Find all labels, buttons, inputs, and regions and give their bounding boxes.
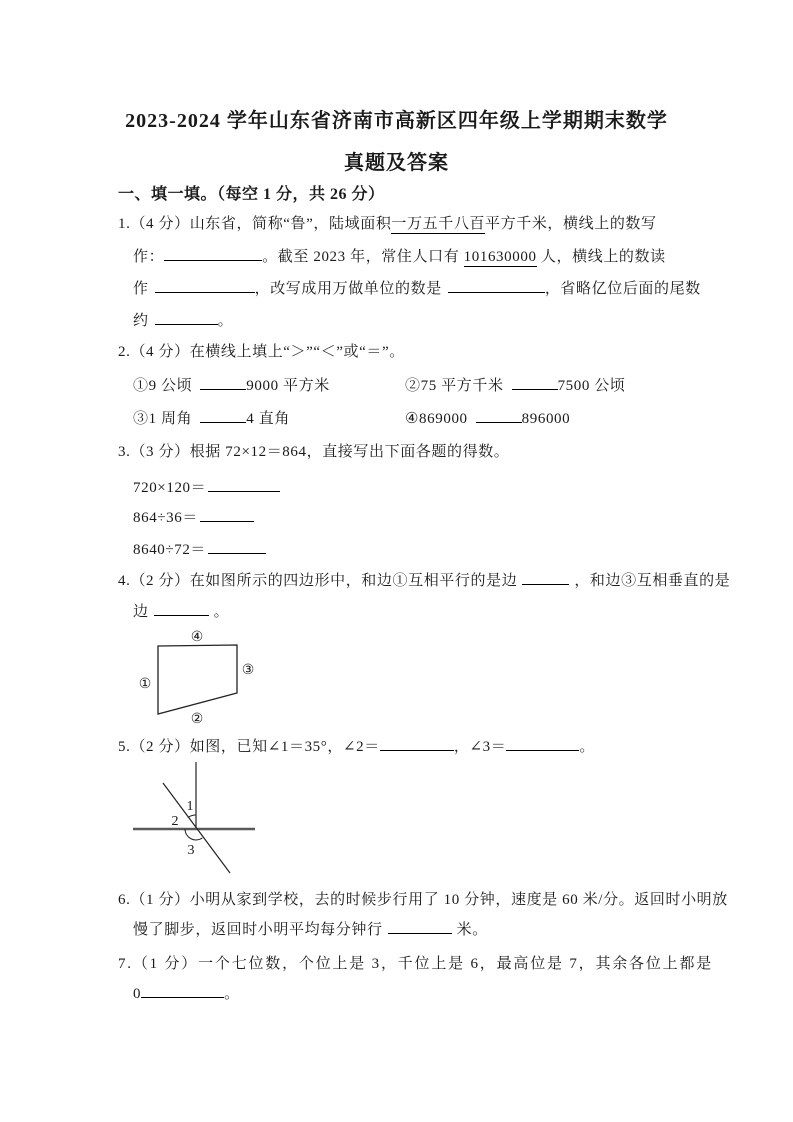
q7-line2 (133, 982, 240, 1005)
q6-text: 米。 (456, 922, 488, 938)
answer-blank-q3-1[interactable] (208, 476, 280, 492)
q2-item1 (133, 378, 330, 394)
q1-text: 1.（4 分）山东省，简称“鲁”，陆域面积 (118, 216, 392, 232)
q4-text: ，和边③互相垂直的是 (574, 573, 731, 589)
q2-item3-right: 4 直角 (246, 411, 290, 427)
quadrilateral-figure (120, 628, 270, 728)
angle-label-3: 3 (187, 843, 195, 858)
q6-line2 (133, 918, 488, 941)
side-label-1: ① (138, 677, 152, 692)
q1-text: 作 (133, 281, 149, 297)
q3-expression2: 864÷36＝ (133, 510, 198, 526)
answer-blank-q2-4[interactable] (476, 407, 522, 423)
q5-text: ，∠3＝ (453, 739, 507, 755)
page-title-line2: 真题及答案 (344, 152, 449, 174)
q2-item1-right: 9000 平方米 (246, 378, 330, 394)
q4-text: 4.（2 分）在如图所示的四边形中，和边①互相平行的是边 (118, 573, 518, 589)
answer-blank-q1-3[interactable] (448, 277, 545, 293)
q7-text: 0 (133, 986, 142, 1002)
q2-item4 (405, 407, 570, 430)
answer-blank-q3-2[interactable] (200, 506, 254, 522)
side-label-2: ② (190, 712, 204, 727)
q7-line1: 7.（1 分）一个七位数，个位上是 3，千位上是 6，最高位是 7，其余各位上都是 (118, 956, 714, 972)
q1-line4 (133, 309, 233, 332)
q3-expression1: 720×120＝ (133, 480, 207, 496)
answer-blank-q5-1[interactable] (380, 735, 454, 751)
answer-blank-q1-4[interactable] (155, 309, 218, 325)
answer-blank-q2-2[interactable] (512, 374, 558, 390)
page-title-line1: 2023-2024 学年山东省济南市高新区四年级上学期期末数学 (125, 110, 668, 132)
angle1-arc (188, 815, 196, 818)
q3-heading: 3.（3 分）根据 72×12＝864，直接写出下面各题的得数。 (118, 444, 510, 460)
answer-blank-q1-1[interactable] (164, 245, 262, 261)
q1-text: 。 (217, 313, 234, 329)
q6-line1: 6.（1 分）小明从家到学校，去的时候步行用了 10 分钟，速度是 60 米/分。返回时小明放 (118, 892, 728, 908)
q1-text: 约 (133, 313, 149, 329)
q4-text: 边 (133, 604, 149, 620)
q2-item3 (133, 411, 290, 427)
q1-given-underlined-population: 101630000 (463, 249, 537, 265)
q3-expression3: 8640÷72＝ (133, 542, 207, 558)
q5-text: 。 (579, 739, 595, 755)
answer-blank-q5-2[interactable] (506, 735, 579, 751)
q2-row2 (133, 407, 571, 430)
q7-text: 。 (224, 986, 240, 1002)
q1-text: 作： (133, 249, 165, 265)
q1-text: 人，横线上的数读 (536, 249, 666, 265)
q2-heading: 2.（4 分）在横线上填上“＞”“＜”或“＝”。 (118, 344, 405, 360)
answer-blank-q4-2[interactable] (154, 600, 209, 616)
quadrilateral-shape (158, 645, 237, 714)
angles-figure (130, 755, 270, 885)
answer-blank-q2-1[interactable] (200, 374, 246, 390)
answer-blank-q6-1[interactable] (388, 918, 452, 934)
q1-text: ，省略亿位后面的尾数 (544, 281, 701, 297)
q2-item1-left: ①9 公顷 (133, 378, 193, 394)
q5-text: 5.（2 分）如图，已知∠1＝35°，∠2＝ (118, 739, 380, 755)
answer-blank-q2-3[interactable] (200, 407, 246, 423)
angle-label-2: 2 (171, 814, 179, 829)
side-label-4: ④ (190, 630, 204, 645)
answer-blank-q1-2[interactable] (155, 277, 255, 293)
q3-row2 (133, 506, 254, 529)
q3-row1 (133, 476, 280, 499)
q2-item3-left: ③1 周角 (133, 411, 193, 427)
q4-line2 (133, 600, 229, 623)
q2-item2-left: ②75 平方千米 (405, 378, 504, 394)
q1-line3 (133, 277, 701, 300)
q1-text: ，改写成用万做单位的数是 (254, 281, 442, 297)
q1-text: 平方千米，横线上的数写 (485, 216, 657, 232)
answer-blank-q7-1[interactable] (141, 982, 224, 998)
q1-line1 (118, 213, 657, 235)
q3-row3 (133, 538, 266, 561)
q1-line2 (133, 245, 666, 268)
answer-blank-q3-3[interactable] (208, 538, 266, 554)
q2-item2 (405, 374, 626, 397)
q2-item4-right: 896000 (521, 411, 571, 427)
angle3-arc (185, 829, 202, 840)
q6-text: 慢了脚步，返回时小明平均每分钟行 (133, 922, 383, 938)
q4-line1 (118, 569, 730, 592)
q4-text: 。 (213, 604, 230, 620)
answer-blank-q4-1[interactable] (522, 569, 569, 585)
q1-text: 。截至 2023 年，常住人口有 (262, 249, 464, 265)
angle-label-1: 1 (186, 799, 194, 814)
side-label-3: ③ (241, 663, 255, 678)
section1-heading: 一、填一填。（每空 1 分，共 26 分） (118, 186, 385, 203)
q2-row1 (133, 374, 626, 397)
q1-given-underlined-area: 一万五千八百 (391, 216, 486, 232)
q2-item2-right: 7500 公顷 (557, 378, 626, 394)
q2-item4-left: ④869000 (405, 411, 468, 427)
